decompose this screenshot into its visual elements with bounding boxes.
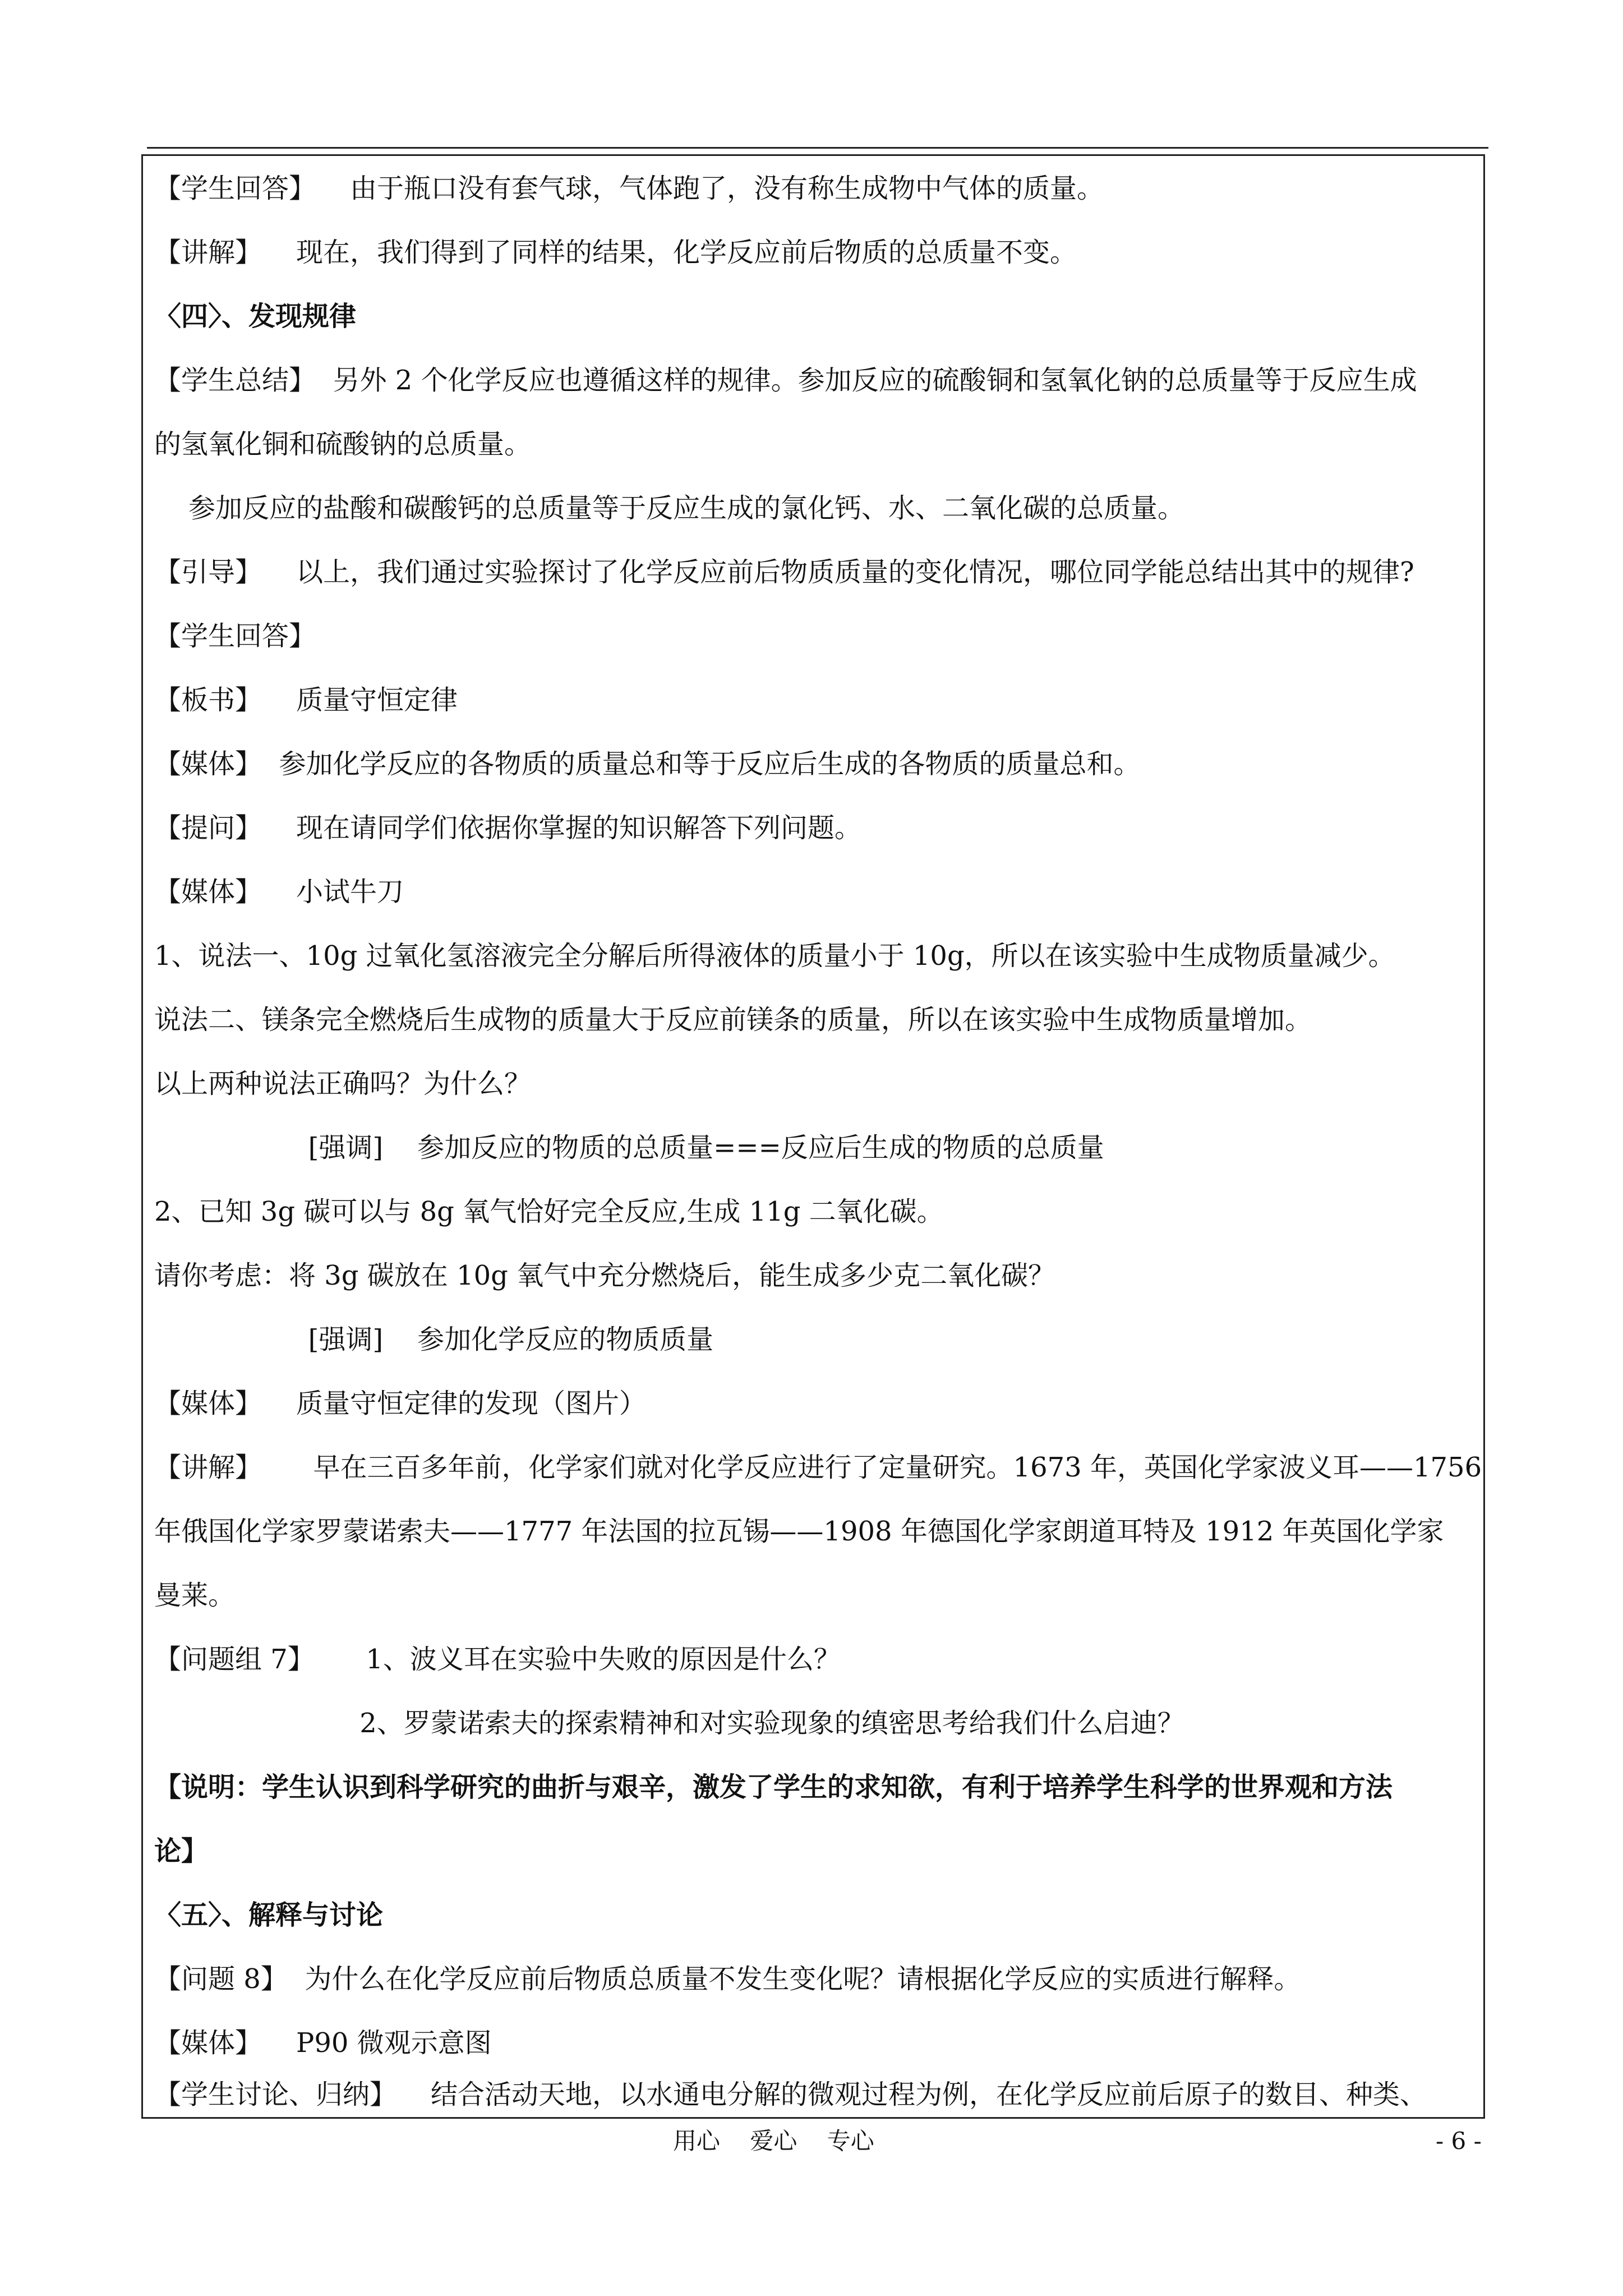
text-line-note: 【说明：学生认识到科学研究的曲折与艰辛，激发了学生的求知欲，有利于培养学生科学的世界观和方法 [154, 1772, 1393, 1803]
page-number: - 6 - [1436, 2127, 1482, 2155]
text-line-question: 【提问】 现在请同学们依据你掌握的知识解答下列问题。 [154, 812, 862, 844]
text-line-note-cont: 论】 [154, 1835, 209, 1867]
footer-motto: 用心 爱心 专心 [673, 2127, 874, 2155]
text-line-emphasis-2: [强调] 参加化学反应的物质质量 [154, 1324, 714, 1355]
section-heading-4: 〈四〉、发现规律 [154, 301, 357, 332]
text-line-student-summary: 【学生总结】 另外 2 个化学反应也遵循这样的规律。参加反应的硫酸铜和氢氧化钠的总质量等于反应生成 [154, 365, 1417, 396]
header-rule [147, 147, 1488, 149]
text-line-media-3: 【媒体】 质量守恒定律的发现（图片） [154, 1388, 647, 1419]
text-line-media-4: 【媒体】 P90 微观示意图 [154, 2027, 492, 2059]
text-line-explanation-1: 【讲解】 现在，我们得到了同样的结果，化学反应前后物质的总质量不变。 [154, 237, 1077, 268]
content-frame [141, 154, 1485, 2119]
text-line-guide: 【引导】 以上，我们通过实验探讨了化学反应前后物质质量的变化情况，哪位同学能总结出其中的规律? [154, 556, 1414, 588]
text-line-summary-2: 参加反应的盐酸和碳酸钙的总质量等于反应生成的氯化钙、水、二氧化碳的总质量。 [154, 493, 1185, 524]
text-line-explanation-2c: 曼莱。 [154, 1580, 236, 1611]
text-line-question-group-7b: 2、罗蒙诺索夫的探索精神和对实验现象的缜密思考给我们什么启迪？ [154, 1708, 1184, 1739]
text-line-exercise-2b: 请你考虑：将 3g 碳放在 10g 氧气中充分燃烧后，能生成多少克二氧化碳？ [154, 1260, 1055, 1291]
section-heading-5: 〈五〉、解释与讨论 [154, 1899, 384, 1931]
text-line-media-1: 【媒体】 参加化学反应的各物质的质量总和等于反应后生成的各物质的质量总和。 [154, 748, 1141, 780]
text-line-exercise-1c: 以上两种说法正确吗？为什么？ [154, 1068, 532, 1099]
text-line-question-group-7: 【问题组 7】 1、波义耳在实验中失败的原因是什么？ [154, 1644, 841, 1675]
text-line-explanation-2b: 年俄国化学家罗蒙诺索夫——1777 年法国的拉瓦锡——1908 年德国化学家朗道耳特及 1912 年英国化学家 [154, 1516, 1444, 1547]
text-line-student-summary-cont: 的氢氧化铜和硫酸钠的总质量。 [154, 429, 532, 460]
text-line-explanation-2: 【讲解】 早在三百多年前，化学家们就对化学反应进行了定量研究。1673 年，英国化学家波义耳——1756 [154, 1452, 1482, 1483]
text-line-student-discussion: 【学生讨论、归纳】 结合活动天地，以水通电分解的微观过程为例，在化学反应前后原子的数目、种类、 [154, 2079, 1427, 2110]
text-line-emphasis-1: [强调] 参加反应的物质的总质量===反应后生成的物质的总质量 [154, 1132, 1104, 1163]
text-line-student-answer-1: 【学生回答】 由于瓶口没有套气球，气体跑了，没有称生成物中气体的质量。 [154, 173, 1104, 204]
text-line-question-8: 【问题 8】 为什么在化学反应前后物质总质量不发生变化呢？请根据化学反应的实质进行解释。 [154, 1963, 1301, 1995]
text-line-student-answer-2: 【学生回答】 [154, 620, 316, 652]
text-line-exercise-1: 1、说法一、10g 过氧化氢溶液完全分解后所得液体的质量小于 10g，所以在该实验中生成物质量减少。 [154, 940, 1395, 972]
text-line-exercise-1b: 说法二、镁条完全燃烧后生成物的质量大于反应前镁条的质量，所以在该实验中生成物质量增加。 [154, 1004, 1312, 1036]
text-line-media-2: 【媒体】 小试牛刀 [154, 876, 404, 908]
text-line-exercise-2: 2、已知 3g 碳可以与 8g 氧气恰好完全反应,生成 11g 二氧化碳。 [154, 1196, 944, 1227]
text-line-blackboard: 【板书】 质量守恒定律 [154, 684, 458, 716]
